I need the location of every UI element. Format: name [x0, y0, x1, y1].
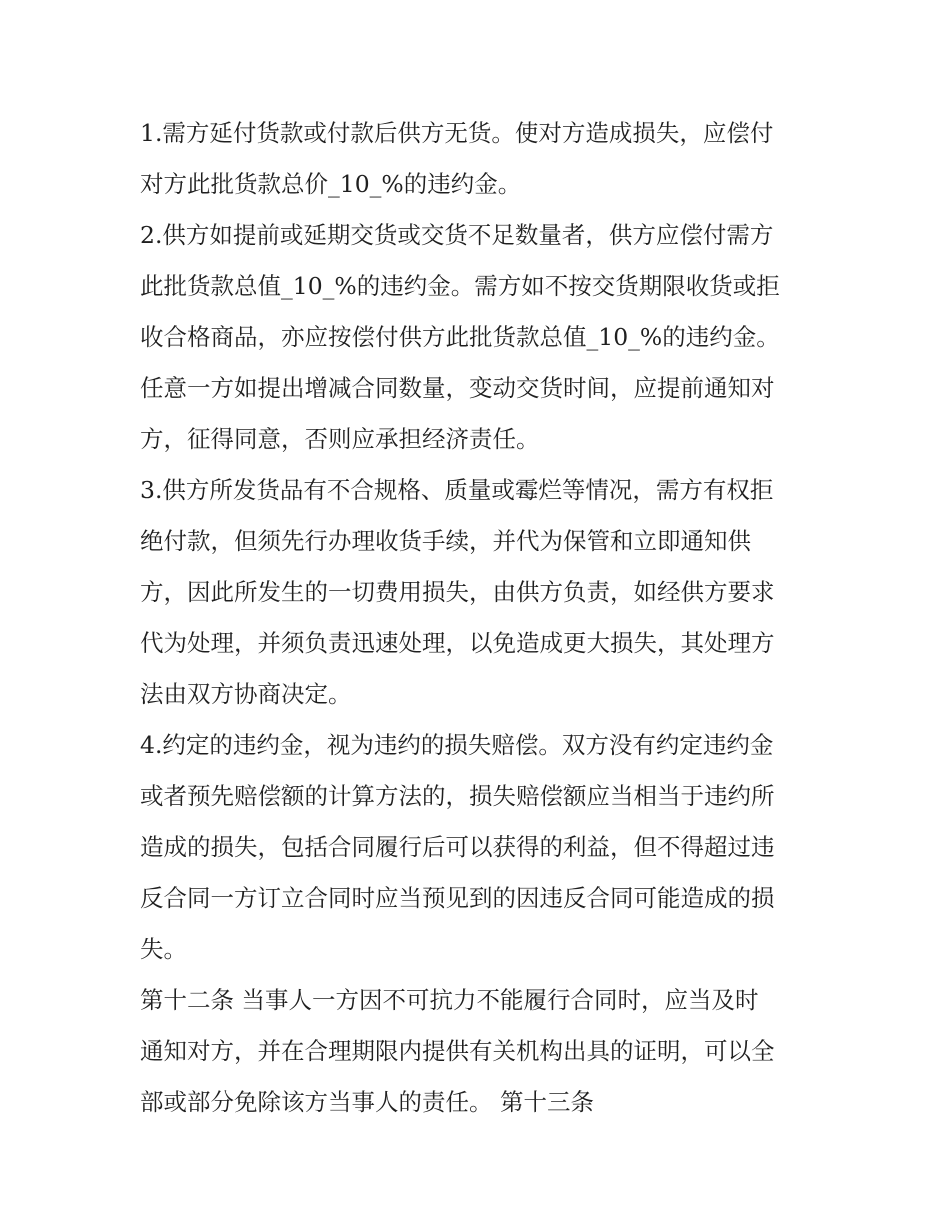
text-line: 4.约定的违约金，视为违约的损失赔偿。双方没有约定违约金 — [140, 731, 774, 759]
text-line: 绝付款，但须先行办理收货手续，并代为保管和立即通知供 — [140, 527, 751, 555]
contract-text-body — [140, 108, 820, 1128]
text-line: 对方此批货款总价_10_%的违约金。 — [140, 170, 522, 198]
text-line: 3.供方所发货品有不合规格、质量或霉烂等情况，需方有权拒 — [140, 476, 774, 504]
text-line: 任意一方如提出增减合同数量，变动交货时间，应提前通知对 — [140, 374, 775, 402]
text-line: 方，因此所发生的一切费用损失，由供方负责，如经供方要求 — [140, 578, 775, 606]
text-line: 失。 — [140, 935, 187, 963]
text-line: 法由双方协商决定。 — [140, 680, 352, 708]
text-line: 2.供方如提前或延期交货或交货不足数量者，供方应偿付需方 — [140, 221, 774, 249]
text-line: 代为处理，并须负责迅速处理，以免造成更大损失，其处理方 — [140, 629, 775, 657]
text-line: 1.需方延付货款或付款后供方无货。使对方造成损失，应偿付 — [140, 119, 774, 147]
text-line: 收合格商品，亦应按偿付供方此批货款总值_10_%的违约金。 — [140, 323, 780, 351]
text-line: 通知对方，并在合理期限内提供有关机构出具的证明，可以全 — [140, 1037, 775, 1065]
text-line: 部或部分免除该方当事人的责任。 第十三条 — [140, 1088, 594, 1116]
text-line: 造成的损失，包括合同履行后可以获得的利益，但不得超过违 — [140, 833, 775, 861]
text-line: 第十二条 当事人一方因不可抗力不能履行合同时，应当及时 — [140, 986, 759, 1014]
text-line: 方，征得同意，否则应承担经济责任。 — [140, 425, 540, 453]
text-line: 或者预先赔偿额的计算方法的，损失赔偿额应当相当于违约所 — [140, 782, 775, 810]
text-line: 反合同一方订立合同时应当预见到的因违反合同可能造成的损 — [140, 884, 775, 912]
text-line: 此批货款总值_10_%的违约金。需方如不按交货期限收货或拒 — [140, 272, 780, 300]
